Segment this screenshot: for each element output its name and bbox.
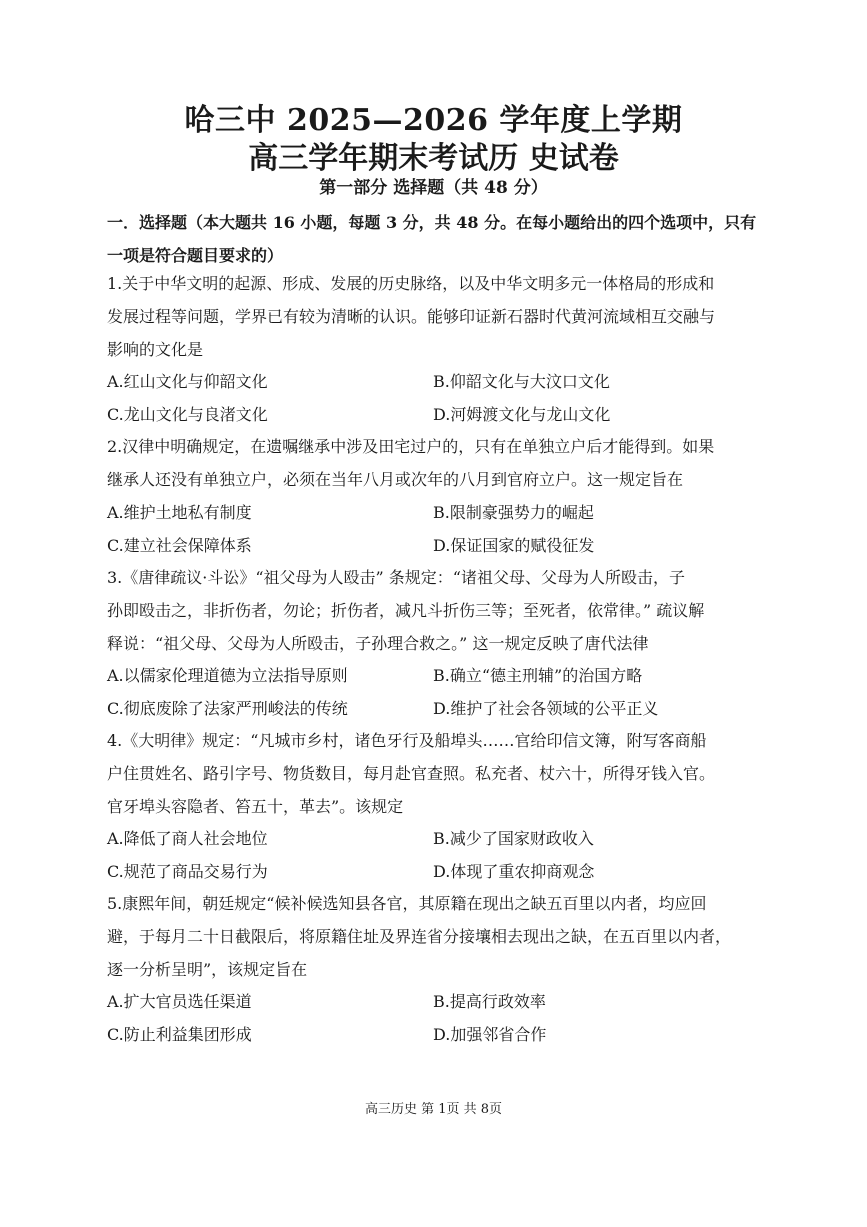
question-4-option-b: B.减少了国家财政收入 (433, 829, 594, 848)
question-2-option-b: B.限制豪强势力的崛起 (433, 503, 594, 522)
question-1-line-3: 影响的文化是 (107, 340, 204, 359)
question-2-option-a: A.维护土地私有制度 (107, 503, 252, 522)
question-3-line-2: 孙即殴击之，非折伤者，勿论；折伤者，减凡斗折伤三等；至死者，依常律。” 疏议解 (107, 601, 705, 620)
section-heading: 一．选择题（本大题共 16 小题，每题 3 分，共 48 分。在每小题给出的四个选项中，只有一项是符合题目要求的） (107, 213, 757, 265)
question-3-option-b: B.确立“德主刑辅”的治国方略 (433, 666, 643, 685)
question-5-line-1: 5.康熙年间，朝廷规定“候补候选知县各官，其原籍在现出之缺五百里以内者，均应回 (107, 894, 707, 913)
question-2-line-1: 2.汉律中明确规定，在遗嘱继承中涉及田宅过户的，只有在单独立户后才能得到。如果 (107, 437, 715, 456)
question-3-line-1: 3.《唐律疏议·斗讼》“祖父母为人殴击” 条规定：“诸祖父母、父母为人所殴击，子 (107, 568, 685, 587)
question-3-option-c: C.彻底废除了法家严刑峻法的传统 (107, 699, 348, 718)
question-1-option-d: D.河姆渡文化与龙山文化 (433, 405, 611, 424)
question-2-line-2: 继承人还没有单独立户，必须在当年八月或次年的八月到官府立户。这一规定旨在 (107, 470, 684, 489)
page-footer: 高三历史 第 1页 共 8页 (364, 1102, 503, 1117)
question-4-option-d: D.体现了重农抑商观念 (433, 862, 595, 881)
question-2-option-d: D.保证国家的赋役征发 (433, 536, 595, 555)
question-5-line-2: 避，于每月二十日截限后，将原籍住址及界连省分接壤相去现出之缺，在五百里以内者， (107, 927, 732, 946)
question-4-line-2: 户住贯姓名、路引字号、物货数目，每月赴官查照。私充者、杖六十，所得牙钱入官。 (107, 764, 716, 783)
question-1-option-a: A.红山文化与仰韶文化 (107, 372, 268, 391)
question-5-option-d: D.加强邻省合作 (433, 1025, 547, 1044)
question-3-line-3: 释说：“祖父母、父母为人所殴击，子孙理合救之。” 这一规定反映了唐代法律 (107, 634, 649, 653)
question-1-option-c: C.龙山文化与良渚文化 (107, 405, 268, 424)
question-3-option-a: A.以儒家伦理道德为立法指导原则 (107, 666, 348, 685)
question-1-line-2: 发展过程等问题，学界已有较为清晰的认识。能够印证新石器时代黄河流域相互交融与 (107, 307, 716, 326)
question-5-option-c: C.防止利益集团形成 (107, 1025, 252, 1044)
question-1-line-1: 1.关于中华文明的起源、形成、发展的历史脉络，以及中华文明多元一体格局的形成和 (107, 274, 715, 293)
part-title: 第一部分 选择题（共 48 分） (319, 178, 548, 198)
question-5-option-a: A.扩大官员选任渠道 (107, 992, 252, 1011)
question-1-option-b: B.仰韶文化与大汶口文化 (433, 372, 610, 391)
question-5-line-3: 逐一分析呈明”，该规定旨在 (107, 960, 308, 979)
question-4-option-a: A.降低了商人社会地位 (107, 829, 268, 848)
exam-title-line2: 高三学年期末考试历 史试卷 (248, 141, 619, 176)
question-3-option-d: D.维护了社会各领域的公平正义 (433, 699, 659, 718)
question-2-option-c: C.建立社会保障体系 (107, 536, 252, 555)
question-4-line-1: 4.《大明律》规定：“凡城市乡村，诸色牙行及船埠头……官给印信文簿，附写客商船 (107, 731, 707, 750)
question-4-line-3: 官牙埠头容隐者、笞五十，革去”。该规定 (107, 797, 404, 816)
question-5-option-b: B.提高行政效率 (433, 992, 546, 1011)
exam-title-line1: 哈三中 2025—2026 学年度上学期 (184, 103, 683, 138)
question-4-option-c: C.规范了商品交易行为 (107, 862, 268, 881)
